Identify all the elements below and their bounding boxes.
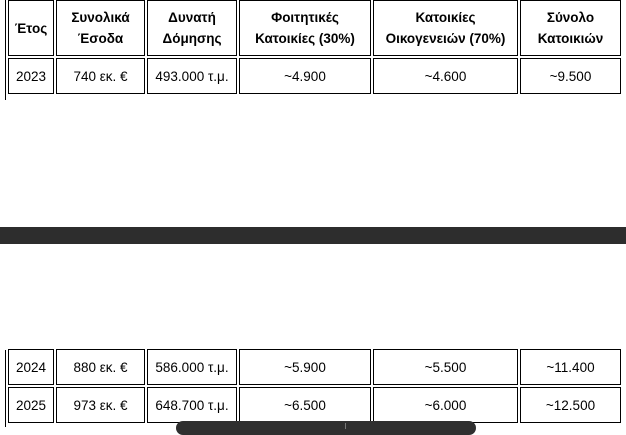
table-header-row xyxy=(8,0,621,56)
cell-family-housing: ~6.000 xyxy=(373,387,518,423)
header-total-housing: Σύνολο Κατοικιών xyxy=(520,0,621,56)
header-family-housing: Κατοικίες Οικογενειών (70%) xyxy=(373,0,518,56)
cell-year: 2024 xyxy=(8,349,54,385)
table-row xyxy=(8,58,621,94)
housing-table-top xyxy=(6,0,623,96)
cell-student-housing: ~4.900 xyxy=(239,58,371,94)
cell-year: 2023 xyxy=(8,58,54,94)
housing-table-bottom xyxy=(6,347,623,425)
cell-student-housing: ~5.900 xyxy=(239,349,371,385)
cell-student-housing: ~6.500 xyxy=(239,387,371,423)
cell-total-housing: ~11.400 xyxy=(520,349,621,385)
viewer-toolbar[interactable] xyxy=(176,421,476,435)
cell-total-housing: ~9.500 xyxy=(520,58,621,94)
cell-total-revenue: 740 εκ. € xyxy=(56,58,145,94)
page-break-band xyxy=(0,227,626,244)
table-row xyxy=(8,349,621,385)
cell-buildable-area: 586.000 τ.μ. xyxy=(147,349,237,385)
cell-family-housing: ~5.500 xyxy=(373,349,518,385)
cell-family-housing: ~4.600 xyxy=(373,58,518,94)
cell-buildable-area: 493.000 τ.μ. xyxy=(147,58,237,94)
table-row xyxy=(8,387,621,423)
cell-total-revenue: 880 εκ. € xyxy=(56,349,145,385)
header-year: Έτος xyxy=(8,0,54,56)
header-buildable-area: Δυνατή Δόμησης xyxy=(147,0,237,56)
cell-buildable-area: 648.700 τ.μ. xyxy=(147,387,237,423)
toolbar-divider xyxy=(345,423,346,429)
cell-total-revenue: 973 εκ. € xyxy=(56,387,145,423)
header-total-revenue: Συνολικά Έσοδα xyxy=(56,0,145,56)
cell-total-housing: ~12.500 xyxy=(520,387,621,423)
header-student-housing: Φοιτητικές Κατοικίες (30%) xyxy=(239,0,371,56)
cell-year: 2025 xyxy=(8,387,54,423)
